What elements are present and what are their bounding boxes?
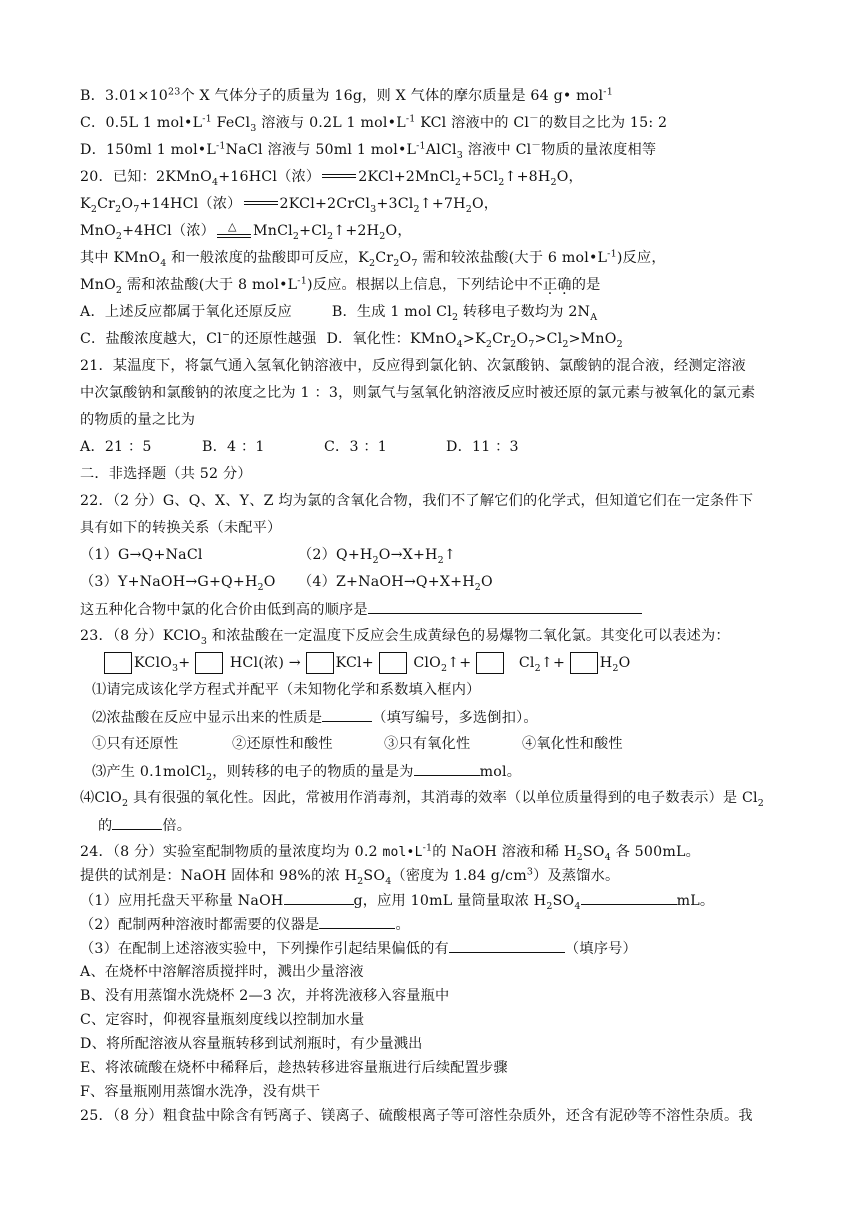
- q23-sub-4-cont: 的 倍。: [98, 815, 191, 836]
- q24-answer-blank-3[interactable]: [449, 938, 565, 953]
- coefficient-box-kclo3[interactable]: [104, 652, 132, 674]
- q21-line-3: 的物质的量之比为: [80, 412, 196, 428]
- q20-options-ab: [80, 302, 597, 322]
- q24-answer-blank-2[interactable]: [319, 914, 395, 929]
- q22-reaction-3: $(3)Y+NaOH\to G+Q+H_2O$: [80, 574, 276, 593]
- q20-equation-2: $K_2Cr_2O_7+14HCl$（浓） $2KCl+2CrCl_3+3Cl_2↑+7H_2O$，: [80, 196, 499, 215]
- q22-line-1: 22．（2 分）G、Q、X、Y、Z 均为氯的含氧化合物，我们不了解它们的化学式，但知道它们在一定条件下: [80, 493, 754, 509]
- q24-line-1: 24．（8 分）实验室配制物质的量浓度均为 0.2 $mol•L^{-1}$的 NaOH 溶液和稀 $H_2SO_4$ 各 500mL。: [80, 842, 701, 863]
- q21-option-d: D．11 ：3: [446, 439, 519, 455]
- q23-property-options: [92, 734, 623, 754]
- q21-options: [80, 437, 519, 457]
- q24-line-2: 提供的试剂是：NaOH 固体和 98%的浓 $H_2SO_4$（密度为 1.84 $g/cm^3$）及蒸馏水。: [80, 866, 620, 887]
- q25-line-1: 25．（8 分）粗食盐中除含有钙离子、镁离子、硫酸根离子等可溶性杂质外，还含有泥砂等不溶性杂质。我: [80, 1108, 753, 1124]
- heat-triangle-icon: △: [228, 220, 237, 233]
- q22-reaction-4: $(4)Z+NaOH\to Q+X+H_2O$: [298, 574, 493, 593]
- q20-equation-1: 20．已知：2KMnO$_4$+16HCl（浓） $2KCl+2MnCl_2+5Cl_2↑+8H_2O$，: [80, 169, 583, 188]
- q20-equation-3: MnO$_2$+4HCl（浓） △ $MnCl_2+Cl_2↑+2H_2O$，: [80, 220, 412, 242]
- q24-answer-blank-h2so4[interactable]: [581, 890, 677, 905]
- q24-sub-3: （3）在配制上述溶液实验中，下列操作引起结果偏低的有 （填序号）: [80, 938, 637, 959]
- q23-answer-blank-4[interactable]: [112, 815, 162, 830]
- q20-option-d: D．氧化性：$KMnO_4>K_2Cr_2O_7>Cl_2>MnO_2$: [326, 331, 623, 350]
- equals-sign: [322, 171, 356, 183]
- q24-answer-blank-naoh[interactable]: [284, 890, 354, 905]
- coefficient-box-hcl[interactable]: [195, 652, 223, 674]
- q23-sub-1: ⑴请完成该化学方程式并配平（未知物化学和系数填入框内）: [92, 682, 481, 698]
- q23-option-2: ②还原性和酸性: [232, 736, 333, 752]
- q19-option-b: B．$3.01\times 10^{23}$个 X 气体分子的质量为 16g，则 X 气体的摩尔质量是 64 g• mol$^{-1}$: [80, 86, 613, 104]
- q20-option-b: B．生成 1 mol $Cl_2$ 转移电子数均为 $2N_A$: [331, 304, 598, 323]
- equals-sign: [244, 198, 278, 210]
- coefficient-box-clo2[interactable]: [379, 652, 407, 674]
- q24-item-f: F、容量瓶刚用蒸馏水洗净，没有烘干: [80, 1084, 321, 1100]
- q20-option-a: A．上述反应都属于氧化还原反应: [80, 304, 292, 320]
- coefficient-box-cl2[interactable]: [476, 652, 504, 674]
- q20-option-c: C．盐酸浓度越大，Cl−的还原性越强: [80, 329, 317, 347]
- q19-option-d: D．150ml 1 $mol•L^{-1}NaCl$ 溶液与 50ml 1 $mol•L^{-1}AlCl_3$ 溶液中 Cl－物质的量浓度相等: [80, 140, 657, 161]
- q23-answer-blank-3[interactable]: [414, 761, 480, 776]
- q20-options-cd: [80, 329, 623, 349]
- q24-sub-2: （2）配制两种溶液时都需要的仪器是 。: [80, 914, 410, 935]
- q22-question: 这五种化合物中氯的化合价由低到高的顺序是: [80, 599, 642, 620]
- q24-item-c: C、定容时，仰视容量瓶刻度线以控制加水量: [80, 1012, 365, 1028]
- q24-item-a: A、在烧杯中溶解溶质搅拌时，溅出少量溶液: [80, 964, 364, 980]
- coefficient-box-kcl[interactable]: [306, 652, 334, 674]
- q22-answer-blank[interactable]: [368, 599, 642, 614]
- q23-equation: KClO$_3$+ HCl(浓) → KCl+ ClO$_2$↑+ $Cl_2↑+ H_2O$: [104, 651, 630, 675]
- q23-option-1: ①只有还原性: [92, 736, 179, 752]
- q19-option-c: C．0.5L 1 $mol•L^{-1}$ FeCl$_3$ 溶液与 0.2L 1 $mol•L^{-1}$ KCl 溶液中的 Cl－的数目之比为 15: 2: [80, 113, 668, 134]
- q20-text-1: 其中 KMnO$_4$ 和一般浓度的盐酸即可反应，$K_2Cr_2O_7$ 需和较浓盐酸(大于 6 $mol•L^{-1}$)反应，: [80, 248, 666, 269]
- q23-line-1: 23．（8 分）KClO$_3$ 和浓盐酸在一定温度下反应会生成黄绿色的易爆物二氧化氯。其变化可以表述为：: [80, 628, 730, 647]
- q23-sub-4: ⑷ClO$_2$ 具有很强的氧化性。因此，常被用作消毒剂，其消毒的效率（以单位质量得到的电子数表示）是 $Cl_2$: [80, 790, 765, 809]
- section-heading: 二．非选择题（共 52 分）: [80, 466, 252, 482]
- q22-reaction-2: $(2)Q+H_2O\to X+H_2↑$: [298, 547, 456, 566]
- q21-option-a: A．21 ：5: [80, 439, 152, 455]
- q24-item-e: E、将浓硫酸在烧杯中稀释后，趁热转移进容量瓶进行后续配置步骤: [80, 1060, 508, 1076]
- q24-item-d: D、将所配溶液从容量瓶转移到试剂瓶时，有少量溅出: [80, 1036, 423, 1052]
- q21-line-1: 21．某温度下，将氯气通入氢氧化钠溶液中，反应得到氯化钠、次氯酸钠、氯酸钠的混合液，经测定溶液: [80, 358, 746, 374]
- q22-reactions-1-2: [80, 545, 456, 565]
- q22-reaction-1: （1）G→Q+NaCl: [80, 547, 203, 563]
- q20-text-2: MnO$_2$ 需和浓盐酸(大于 8 $mol•L^{-1}$)反应。根据以上信息，下列结论中不正确的是: [80, 275, 601, 296]
- q23-option-4: ④氧化性和酸性: [522, 736, 623, 752]
- q21-line-2: 中次氯酸钠和氯酸钠的浓度之比为 1 ：3，则氯气与氢氧化钠溶液反应时被还原的氯元素与被氧化的氯元素: [80, 385, 756, 401]
- coefficient-box-h2o[interactable]: [570, 652, 598, 674]
- q22-reactions-3-4: [80, 572, 493, 592]
- q21-option-c: C．3 ：1: [324, 439, 387, 455]
- heat-equals-sign: [217, 221, 251, 241]
- q23-answer-blank-2[interactable]: [322, 707, 372, 722]
- q23-sub-3: ⑶产生 0.1molCl$_2$，则转移的电子的物质的量是为 mol。: [92, 761, 521, 782]
- q22-line-2: 具有如下的转换关系（未配平）: [80, 520, 282, 536]
- q24-item-b: B、没有用蒸馏水洗烧杯 2—3 次，并将洗液移入容量瓶中: [80, 988, 450, 1004]
- q23-sub-2: ⑵浓盐酸在反应中显示出来的性质是 （填写编号，多选倒扣）。: [92, 707, 538, 728]
- q24-sub-1: （1）应用托盘天平称量 NaOH g，应用 10mL 量筒量取浓 $H_2SO_4$ mL。: [80, 890, 714, 911]
- q23-option-3: ③只有氧化性: [384, 736, 471, 752]
- q21-option-b: B．4 ：1: [202, 439, 265, 455]
